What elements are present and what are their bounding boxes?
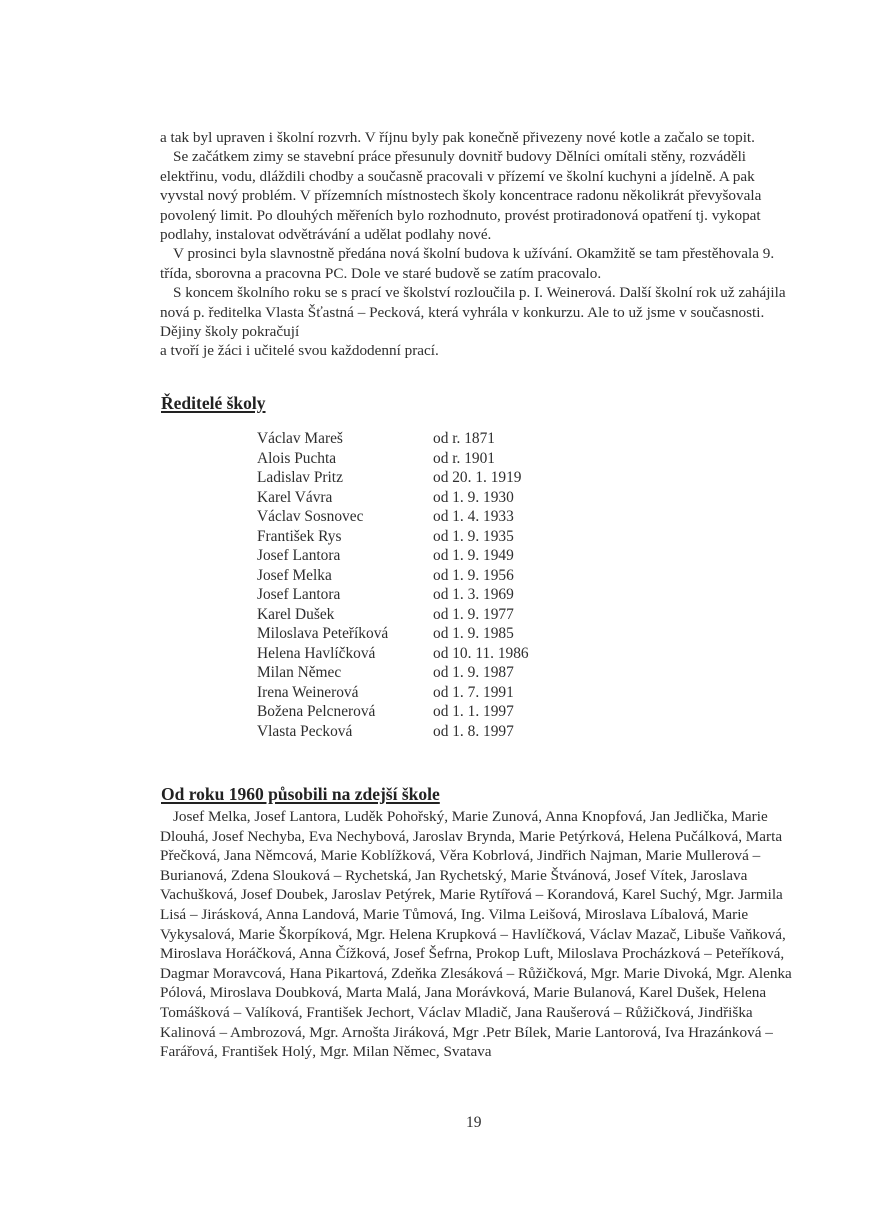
director-row bbox=[257, 663, 583, 683]
intro-text bbox=[160, 128, 800, 361]
director-since: od 1. 8. 1997 bbox=[433, 722, 514, 740]
director-since: od 1. 9. 1987 bbox=[433, 664, 514, 681]
paragraph: a tak byl upraven i školní rozvrh. V říjnu byly pak konečně přivezeny nové kotle a začalo se topit. bbox=[160, 129, 755, 146]
director-row bbox=[257, 702, 583, 722]
director-row bbox=[257, 527, 583, 547]
paragraph: V prosinci byla slavnostně předána nová školní budova k užívání. Okamžitě se tam přestěhovala 9. třída, sborovna a pracovna PC. Dole ve staré budově se zatím pracovalo. bbox=[160, 245, 775, 282]
director-row bbox=[257, 624, 583, 644]
director-name: Karel Dušek bbox=[257, 605, 335, 623]
director-row bbox=[257, 605, 583, 625]
director-row bbox=[257, 585, 583, 605]
director-since: od 1. 7. 1991 bbox=[433, 683, 514, 701]
director-name: Helena Havlíčková bbox=[257, 644, 376, 662]
director-row bbox=[257, 722, 583, 742]
director-name: Václav Mareš bbox=[257, 430, 343, 447]
page-number: 19 bbox=[466, 1114, 482, 1131]
director-since: od 1. 9. 1985 bbox=[433, 625, 514, 642]
director-since: od 20. 1. 1919 bbox=[433, 469, 522, 486]
staff-list-text: Josef Melka, Josef Lantora, Luděk Pohořský, Marie Zunová, Anna Knopfová, Jan Jedlička, Marie Dlouhá, Josef Nechyba, Eva Nechybová, Jaroslav Brynda, Marie Petýrková, Helena Pučálková, Marta Přečková, Jana Němcová, Marie Koblížková, Věra Kobrlová, Jindřich Najman, Marie Mullerová – Burianová, Zdena Slouková – Rychetská, Jan Rychetský, Marie Štvánová, Josef Vítek, Jaroslava Vachušková, Josef Doubek, Jaroslav Petýrek, Marie Rytířová – Korandová, Karel Suchý, Mgr. Jarmila Lisá – Jirásková, Anna Landová, Marie Tůmová, Ing. Vilma Leišová, Miroslava Líbalová, Marie Vykysalová, Marie Škorpíková, Mgr. Helena Krupková – Havlíčková, Václav Mazač, Libuše Vaňková, Miroslava Horáčková, Anna Čížková, Josef Šefrna, Prokop Luft, Miloslava Procházková – Peteříková, Dagmar Moravcová, Hana Pikartová, Zdeňka Zlesáková – Růžičková, Mgr. Marie Divoká, Mgr. Alenka Pólová, Miroslava Doubková, Marta Malá, Jana Morávková, Marie Bulanová, Karel Dušek, Helena Tomášková – Valíková, František Jechort, Václav Mladič, Jana Raušerová – Růžičková, Jindřiška Kalinová – Ambrozová, Mgr. Arnošta Jiráková, Mgr .Petr Bílek, Marie Lantorová, Iva Hrazánková – Farářová, František Holý, Mgr. Milan Němec, Svatava bbox=[160, 808, 792, 1061]
director-name: Josef Melka bbox=[257, 566, 332, 584]
director-since: od 1. 9. 1935 bbox=[433, 527, 514, 545]
director-since: od 1. 1. 1997 bbox=[433, 703, 514, 720]
director-name: Josef Lantora bbox=[257, 547, 341, 564]
director-name: František Rys bbox=[257, 527, 342, 545]
director-name: Josef Lantora bbox=[257, 586, 341, 603]
director-name: Václav Sosnovec bbox=[257, 508, 364, 525]
paragraph: a tvoří je žáci i učitelé svou každodenní prací. bbox=[160, 342, 439, 360]
director-name: Alois Puchta bbox=[257, 449, 337, 467]
director-since: od r. 1901 bbox=[433, 449, 495, 467]
director-since: od 10. 11. 1986 bbox=[433, 644, 529, 662]
director-name: Karel Vávra bbox=[257, 488, 333, 506]
director-name: Vlasta Pecková bbox=[257, 722, 353, 740]
director-since: od 1. 9. 1956 bbox=[433, 566, 514, 584]
paragraph: S koncem školního roku se s prací ve školství rozloučila p. I. Weinerová. Další školní rok už zahájila nová p. ředitelka Vlasta Šťastná – Pecková, která vyhrála v konkurzu. Ale to už jsme v současnosti. Dějiny školy pokračují bbox=[160, 284, 786, 341]
director-name: Milan Němec bbox=[257, 664, 342, 681]
director-since: od 1. 3. 1969 bbox=[433, 586, 514, 603]
director-row bbox=[257, 566, 583, 586]
director-name: Ladislav Pritz bbox=[257, 469, 343, 486]
director-since: od 1. 9. 1977 bbox=[433, 605, 514, 623]
director-row bbox=[257, 449, 583, 469]
director-row bbox=[257, 488, 583, 508]
director-row bbox=[257, 468, 583, 488]
directors-heading: Ředitelé školy bbox=[161, 393, 266, 413]
director-name: Miloslava Peteříková bbox=[257, 625, 389, 642]
director-row bbox=[257, 546, 583, 566]
director-since: od r. 1871 bbox=[433, 430, 495, 447]
directors-list bbox=[257, 429, 583, 741]
director-row bbox=[257, 507, 583, 527]
paragraph: Se začátkem zimy se stavební práce přesunuly dovnitř budovy Dělníci omítali stěny, rozváděli elektřinu, vodu, dláždili chodby a současně pracovali v přízemí ve školní kuchyni a jídelně. A pak vyvstal nový problém. V přízemních místnostech školy koncentrace radonu několikrát převyšovala povolený limit. Po dlouhých měřeních bylo rozhodnuto, provést protiradonová opatření tj. vykopat podlahy, instalovat odvětrávání a udělat podlahy nové. bbox=[160, 148, 762, 244]
director-row bbox=[257, 683, 583, 703]
director-row bbox=[257, 429, 583, 449]
director-name: Božena Pelcnerová bbox=[257, 703, 376, 720]
director-since: od 1. 9. 1930 bbox=[433, 488, 514, 506]
staff-heading: Od roku 1960 působili na zdejší škole bbox=[161, 784, 440, 804]
director-since: od 1. 9. 1949 bbox=[433, 547, 514, 564]
director-row bbox=[257, 644, 583, 664]
director-name: Irena Weinerová bbox=[257, 683, 359, 701]
director-since: od 1. 4. 1933 bbox=[433, 508, 514, 525]
